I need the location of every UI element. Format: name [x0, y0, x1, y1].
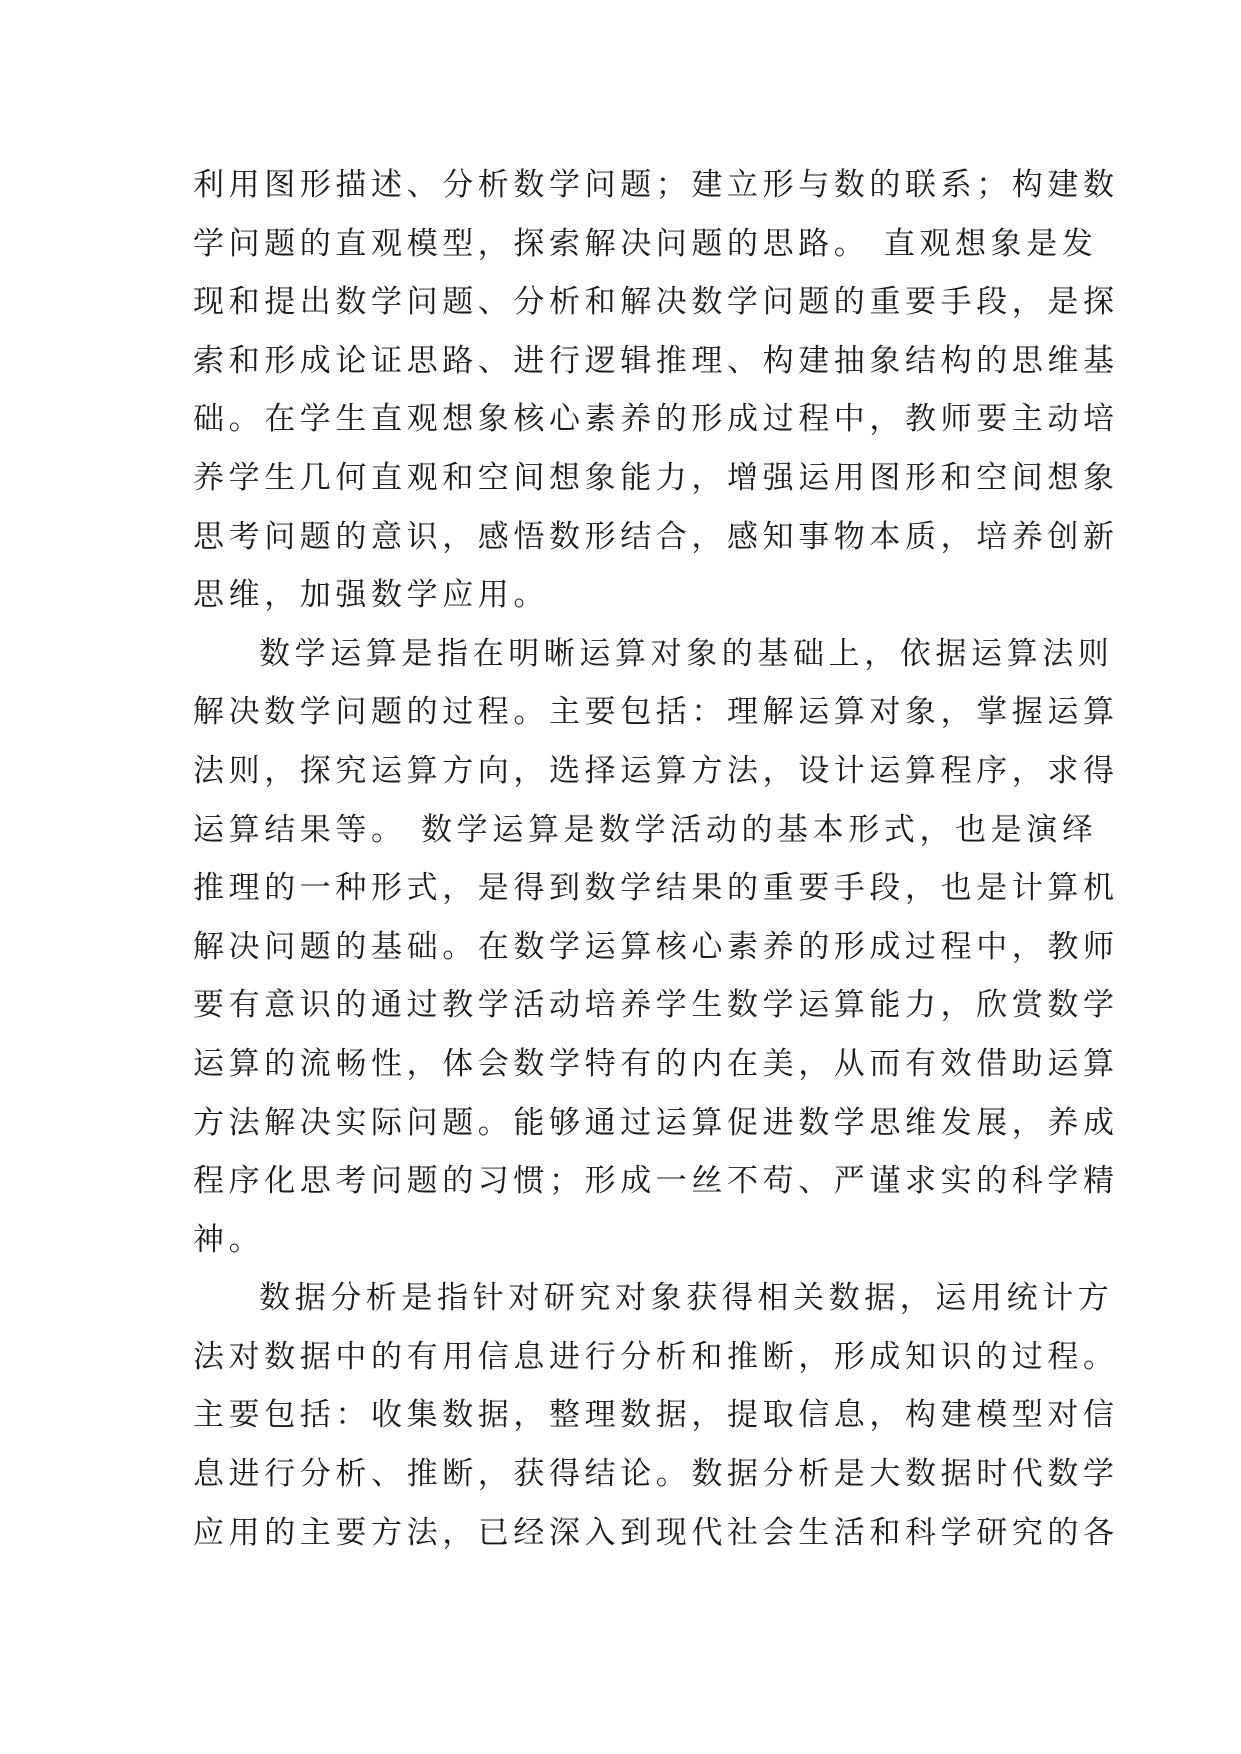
text-line: 法则，探究运算方向，选择运算方法，设计运算程序，求得	[193, 752, 1119, 789]
text-line: 应用的主要方法，已经深入到现代社会生活和科学研究的各	[193, 1514, 1119, 1551]
text-line: 思维，加强数学应用。	[193, 577, 549, 614]
text-line: 解决问题的基础。在数学运算核心素养的形成过程中，教师	[193, 928, 1119, 965]
text-line: 息进行分析、推断，获得结论。数据分析是大数据时代数学	[193, 1456, 1119, 1493]
text-line: 方法解决实际问题。能够通过运算促进数学思维发展，养成	[193, 1104, 1119, 1141]
text-line: 础。在学生直观想象核心素养的形成过程中，教师要主动培	[193, 401, 1119, 438]
paragraph-start-line: 数据分析是指针对研究对象获得相关数据，运用统计方	[259, 1280, 1114, 1317]
text-line: 法对数据中的有用信息进行分析和推断，形成知识的过程。	[193, 1338, 1119, 1375]
text-line: 推理的一种形式，是得到数学结果的重要手段，也是计算机	[193, 870, 1119, 907]
body-text	[193, 156, 1119, 1562]
text-line: 主要包括：收集数据，整理数据，提取信息，构建模型对信	[193, 1397, 1119, 1434]
text-line: 学问题的直观模型，探索解决问题的思路。 直观想象是发	[193, 225, 1098, 262]
text-line: 现和提出数学问题、分析和解决数学问题的重要手段，是探	[193, 284, 1119, 321]
paragraph-start-line: 数学运算是指在明晰运算对象的基础上，依据运算法则	[259, 635, 1114, 672]
text-line: 运算的流畅性，体会数学特有的内在美，从而有效借助运算	[193, 1045, 1119, 1082]
text-line: 要有意识的通过教学活动培养学生数学运算能力，欣赏数学	[193, 987, 1119, 1024]
text-line: 利用图形描述、分析数学问题；建立形与数的联系；构建数	[193, 167, 1119, 203]
text-line: 养学生几何直观和空间想象能力，增强运用图形和空间想象	[193, 459, 1119, 496]
text-line: 程序化思考问题的习惯；形成一丝不苟、严谨求实的科学精	[193, 1163, 1119, 1200]
text-line: 解决数学问题的过程。主要包括：理解运算对象，掌握运算	[193, 694, 1119, 731]
text-line: 思考问题的意识，感悟数形结合，感知事物本质，培养创新	[193, 518, 1119, 555]
text-line: 神。	[193, 1221, 265, 1258]
text-line: 运算结果等。 数学运算是数学活动的基本形式，也是演绎	[193, 811, 1098, 848]
text-line: 索和形成论证思路、进行逻辑推理、构建抽象结构的思维基	[193, 342, 1119, 379]
